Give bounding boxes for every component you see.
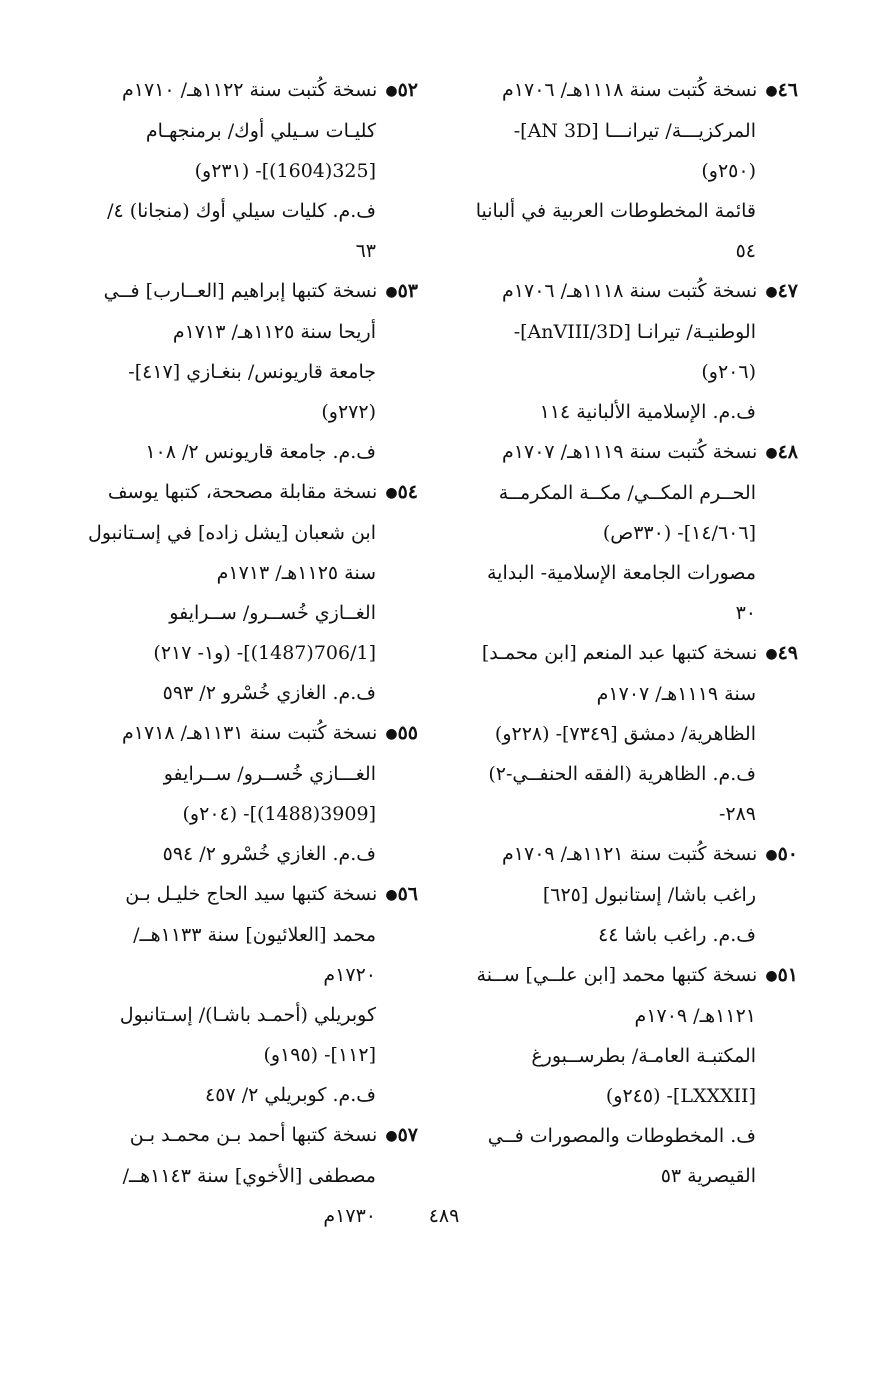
entry-text-line xyxy=(58,673,418,713)
entry-text: ٦٣ xyxy=(355,240,376,262)
entry-text-line xyxy=(438,794,798,834)
entry-text-line xyxy=(438,1116,798,1156)
entry-text: نسخة كتبها إبراهيم [العــارب] فــي xyxy=(103,280,378,302)
entry-text: ١٧٣٠م xyxy=(323,1205,376,1227)
entry-text-line xyxy=(58,513,418,553)
bullet-icon: ● xyxy=(765,646,778,662)
entry-text: ٥٤ xyxy=(735,240,756,262)
entry-heading-line xyxy=(438,432,798,473)
entry-text-line xyxy=(58,392,418,432)
entry-text-line xyxy=(438,352,798,392)
entry-text: سنة ١١٢٥هـ/ ١٧١٣م xyxy=(216,562,376,584)
entry-text: نسخة كتبها عبد المنعم [ابن محمـد] xyxy=(481,642,758,664)
entry-text-line xyxy=(58,754,418,794)
right-column xyxy=(438,70,798,1196)
entry-text-line xyxy=(58,432,418,472)
bullet-icon: ● xyxy=(765,847,778,863)
entry-text: (٢٥٠و) xyxy=(701,160,756,182)
entry-text: [١٤/٦٠٦]- (٣٣٠ص) xyxy=(602,522,756,544)
entry-text: [325(1604)]- (٢٣١و) xyxy=(194,160,376,182)
bullet-icon: ● xyxy=(385,284,398,300)
entry-text: الغـــازي خُســرو/ ســرايفو xyxy=(163,763,376,785)
entry-text-line xyxy=(58,633,418,673)
entry-text-line xyxy=(438,593,798,633)
entry-number: ٤٧ xyxy=(777,280,798,302)
entry-text: الظاهرية/ دمشق [٧٣٤٩]- (٢٢٨و) xyxy=(494,723,756,745)
entry-text: ف.م. الغازي خُسْرو ٢/ ٥٩٤ xyxy=(162,843,376,865)
entry-heading-line xyxy=(438,271,798,312)
entry-text: نسخة كتبها سيد الحاج خليـل بـن xyxy=(125,883,378,905)
entry-text: ف.م. كليات سيلي أوك (منجانا) ٤/ xyxy=(107,200,376,222)
left-column xyxy=(58,70,418,1236)
entry-text: ف.م. راغب باشا ٤٤ xyxy=(598,924,756,946)
entry-text: (٢٧٢و) xyxy=(321,401,376,423)
entry-text-line xyxy=(58,915,418,955)
entry-text-line xyxy=(438,1036,798,1076)
entry-number: ٥٤ xyxy=(397,481,418,503)
entry-text-line xyxy=(438,513,798,553)
entry-text: نسخة كتبها أحمد بـن محمـد بـن xyxy=(129,1124,378,1146)
bullet-icon: ● xyxy=(385,1128,398,1144)
catalog-entry xyxy=(58,874,418,1115)
entry-text-line xyxy=(58,231,418,271)
entry-text: ف.م. جامعة قاريونس ٢/ ١٠٨ xyxy=(145,441,376,463)
entry-text: كليـات سـيلي أوك/ برمنجهـام xyxy=(145,120,376,142)
entry-number: ٤٨ xyxy=(777,441,798,463)
entry-text: جامعة قاريونس/ بنغـازي [٤١٧]- xyxy=(128,361,376,383)
entry-text-line xyxy=(58,191,418,231)
entry-number: ٤٩ xyxy=(777,642,798,664)
entry-text: المكتبـة العامـة/ بطرســبورغ xyxy=(531,1045,756,1067)
page-number: ٤٨٩ xyxy=(428,1205,460,1227)
entry-text-line xyxy=(438,231,798,271)
entry-text-line xyxy=(58,151,418,191)
bullet-icon: ● xyxy=(765,83,778,99)
entry-text: أريحا سنة ١١٢٥هـ/ ١٧١٣م xyxy=(172,321,376,343)
entry-text: قائمة المخطوطات العربية في ألبانيا xyxy=(475,200,756,222)
entry-text: ف.م. الإسلامية الألبانية ١١٤ xyxy=(539,401,756,423)
catalog-entry xyxy=(438,955,798,1196)
entry-text: راغب باشا/ إستانبول [٦٢٥] xyxy=(542,884,756,906)
entry-number: ٥٠ xyxy=(777,843,798,865)
entry-text-line xyxy=(438,714,798,754)
entry-text: ف.م. الغازي خُسْرو ٢/ ٥٩٣ xyxy=(162,682,376,704)
entry-text: ف. المخطوطات والمصورات فــي xyxy=(487,1125,756,1147)
entry-text: ١١٢١هـ/ ١٧٠٩م xyxy=(634,1005,756,1027)
entry-text: نسخة كُتبت سنة ١١١٨هـ/ ١٧٠٦م xyxy=(502,280,758,302)
entry-text: (٢٠٦و) xyxy=(701,361,756,383)
entry-text: ٣٠ xyxy=(735,602,756,624)
entry-text-line xyxy=(58,553,418,593)
entry-text-line xyxy=(438,312,798,352)
entry-text-line xyxy=(438,875,798,915)
bullet-icon: ● xyxy=(765,284,778,300)
catalog-entry xyxy=(58,713,418,874)
entry-heading-line xyxy=(438,955,798,996)
entry-text-line xyxy=(438,996,798,1036)
entry-text-line xyxy=(58,1035,418,1075)
entry-text-line xyxy=(438,1076,798,1116)
entry-text: نسخة مقابلة مصححة، كتبها يوسف xyxy=(107,481,378,503)
bullet-icon: ● xyxy=(385,485,398,501)
entry-text: الغــازي خُســرو/ ســرايفو xyxy=(169,602,376,624)
entry-heading-line xyxy=(438,70,798,111)
catalog-entry xyxy=(438,834,798,955)
entry-text: [706/1(1487)]- (و١- ٢١٧) xyxy=(153,642,376,664)
entry-heading-line xyxy=(58,271,418,312)
entry-text: ١٧٢٠م xyxy=(323,964,376,986)
bullet-icon: ● xyxy=(385,83,398,99)
entry-text-line xyxy=(58,352,418,392)
entry-text: نسخة كُتبت سنة ١١١٨هـ/ ١٧٠٦م xyxy=(502,79,758,101)
entry-heading-line xyxy=(58,874,418,915)
entry-text: مصطفى [الأخوي] سنة ١١٤٣هــ/ xyxy=(122,1165,376,1187)
entry-text-line xyxy=(58,111,418,151)
catalog-entry xyxy=(438,432,798,633)
entry-text-line xyxy=(58,1075,418,1115)
entry-text: نسخة كُتبت سنة ١١٢٢هـ/ ١٧١٠م xyxy=(122,79,378,101)
entry-text-line xyxy=(58,995,418,1035)
bullet-icon: ● xyxy=(765,445,778,461)
entry-text: الحــرم المكــي/ مكــة المكرمــة xyxy=(498,482,756,504)
entry-text: نسخة كُتبت سنة ١١٢١هـ/ ١٧٠٩م xyxy=(502,843,758,865)
entry-text: القيصرية ٥٣ xyxy=(660,1165,756,1187)
entry-text: الوطنيـة/ تيرانـا [AnVIII/3D]- xyxy=(513,321,756,343)
entry-number: ٥١ xyxy=(777,964,798,986)
entry-number: ٥٧ xyxy=(397,1124,418,1146)
entry-text-line xyxy=(58,1156,418,1196)
entry-number: ٥٥ xyxy=(397,722,418,744)
entry-text: كوبريلي (أحمـد باشـا)/ إسـتانبول xyxy=(119,1004,376,1026)
entry-text-line xyxy=(58,955,418,995)
entry-text-line xyxy=(58,834,418,874)
entry-heading-line xyxy=(58,1115,418,1156)
entry-number: ٤٦ xyxy=(777,79,798,101)
catalog-entry xyxy=(58,472,418,713)
entry-heading-line xyxy=(438,834,798,875)
entry-text: مصورات الجامعة الإسلامية- البداية xyxy=(487,562,756,584)
entry-text: نسخة كتبها محمد [ابن علــي] ســنة xyxy=(476,964,758,986)
entry-heading-line xyxy=(58,70,418,111)
entry-text: ف.م. كوبريلي ٢/ ٤٥٧ xyxy=(205,1084,376,1106)
entry-heading-line xyxy=(58,713,418,754)
entry-text-line xyxy=(438,553,798,593)
entry-text: سنة ١١١٩هـ/ ١٧٠٧م xyxy=(596,683,756,705)
bullet-icon: ● xyxy=(765,968,778,984)
entry-heading-line xyxy=(58,472,418,513)
entry-text-line xyxy=(438,754,798,794)
entry-text-line xyxy=(438,392,798,432)
catalog-entry xyxy=(58,70,418,271)
entry-text-line xyxy=(58,312,418,352)
entry-text: [LXXXII]- (٢٤٥و) xyxy=(605,1085,756,1107)
entry-text-line xyxy=(438,191,798,231)
entry-text-line xyxy=(438,1156,798,1196)
entry-text: ابن شعبان [يشل زاده] في إسـتانبول xyxy=(88,522,376,544)
entry-text-line xyxy=(438,151,798,191)
entry-text-line xyxy=(58,794,418,834)
entry-text: ف.م. الظاهرية (الفقه الحنفــي-٢) xyxy=(488,763,756,785)
catalog-entry xyxy=(438,633,798,834)
entry-text: المركزيـــة/ تيرانـــا [AN 3D]- xyxy=(513,120,756,142)
entry-text: نسخة كُتبت سنة ١١٣١هـ/ ١٧١٨م xyxy=(122,722,378,744)
entry-text-line xyxy=(438,111,798,151)
entry-text: [3909(1488)]- (٢٠٤و) xyxy=(182,803,376,825)
catalog-entry xyxy=(438,271,798,432)
catalog-entry xyxy=(58,271,418,472)
entry-text: [١١٢]- (١٩٥و) xyxy=(263,1044,376,1066)
entry-number: ٥٢ xyxy=(397,79,418,101)
catalog-entry xyxy=(438,70,798,271)
entry-text-line xyxy=(438,915,798,955)
bullet-icon: ● xyxy=(385,726,398,742)
entry-number: ٥٦ xyxy=(397,883,418,905)
entry-text-line xyxy=(58,593,418,633)
entry-text-line xyxy=(438,674,798,714)
entry-text: نسخة كُتبت سنة ١١١٩هـ/ ١٧٠٧م xyxy=(502,441,758,463)
entry-text-line xyxy=(438,473,798,513)
entry-text: ٢٨٩- xyxy=(718,803,756,825)
bullet-icon: ● xyxy=(385,887,398,903)
entry-number: ٥٣ xyxy=(397,280,418,302)
entry-text: محمد [العلائيون] سنة ١١٣٣هــ/ xyxy=(133,924,376,946)
entry-heading-line xyxy=(438,633,798,674)
